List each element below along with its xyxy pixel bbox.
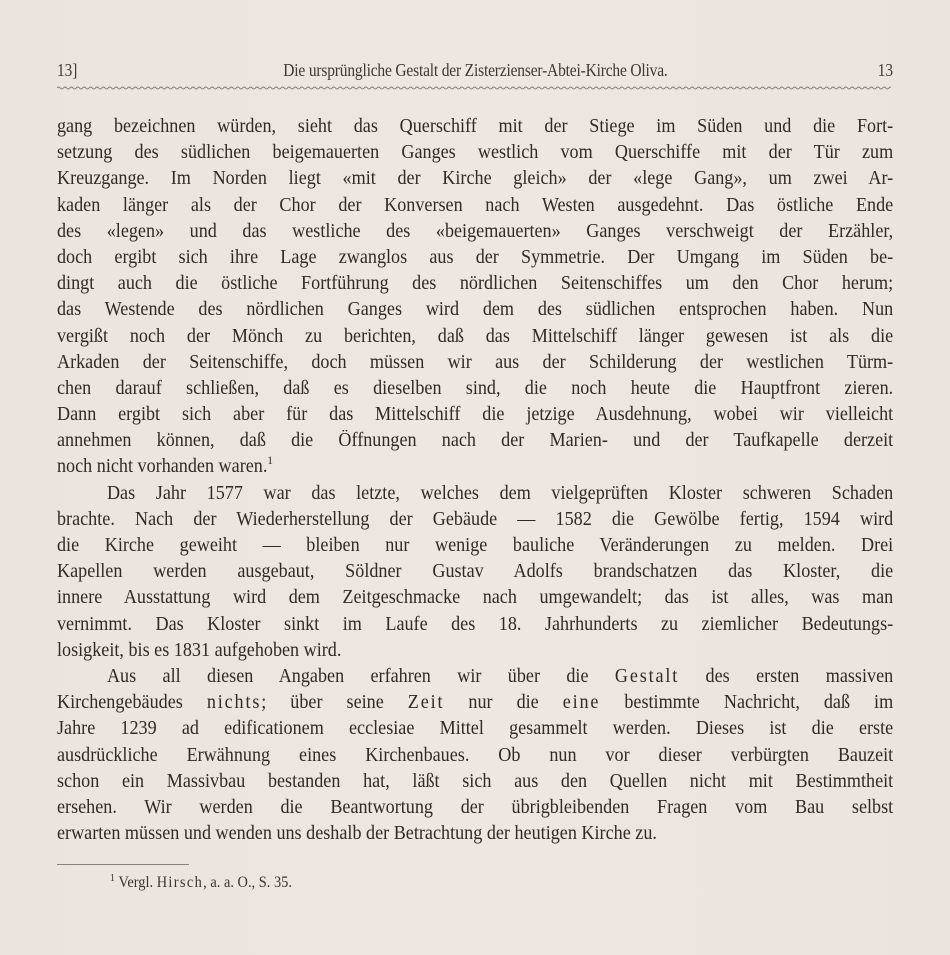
- text-line: erwarten müssen und wenden uns deshalb der Betrachtung der heutigen Kirche zu.: [57, 823, 657, 845]
- emphasized-word: nichts: [206, 692, 262, 714]
- text-line: setzung des südlichen beigemauerten Ganges westlich vom Querschiffe mit der Tür zum: [57, 142, 894, 164]
- wavy-rule-divider: [57, 84, 891, 92]
- text-line: ersehen. Wir werden die Beantwortung der übrigbleibenden Fragen vom Bau selbst: [57, 796, 894, 818]
- text-line-content: noch nicht vorhanden waren.: [57, 456, 268, 478]
- text-segment: bestimmte Nachricht, daß im: [600, 692, 894, 714]
- section-number: 13]: [57, 60, 78, 80]
- paragraph-2: [57, 481, 893, 664]
- text-segment: des ersten massiven: [679, 665, 894, 687]
- text-line: vergißt noch der Mönch zu berichten, daß das Mittelschiff länger gewesen ist als die: [57, 325, 894, 347]
- paragraph-3: [57, 664, 893, 847]
- text-line: Dann ergibt sich aber für das Mittelschiff die jetzige Ausdehnung, wobei wir vielleicht: [57, 404, 894, 426]
- footnote-prefix: Vergl.: [118, 874, 157, 891]
- body-text: [57, 114, 893, 847]
- footnote-author: Hirsch: [156, 874, 204, 891]
- text-line: das Westende des nördlichen Ganges wird dem des südlichen entsprochen haben. Nun: [57, 299, 894, 321]
- text-line: brachte. Nach der Wiederherstellung der Gebäude — 1582 die Gewölbe fertig, 1594 wird: [57, 508, 894, 530]
- text-line: annehmen können, daß die Öffnungen nach der Marien- und der Taufkapelle derzeit: [57, 430, 894, 452]
- emphasized-word: eine: [562, 692, 601, 714]
- footnote-suffix: , a. a. O., S. 35.: [203, 874, 292, 891]
- footnote-separator: [57, 864, 189, 865]
- emphasized-word: Gestalt: [614, 665, 680, 687]
- text-line: Jahre 1239 ad edificationem ecclesiae Mittel gesammelt werden. Dieses ist die erste: [57, 718, 894, 740]
- text-line: dingt auch die östliche Fortführung des nördlichen Seitenschiffes um den Chor herum;: [57, 273, 894, 295]
- text-line: schon ein Massivbau bestanden hat, läßt sich aus den Quellen nicht mit Bestimmtheit: [57, 770, 894, 792]
- text-line: Arkaden der Seitenschiffe, doch müssen wir aus der Schilderung der westlichen Türm-: [57, 351, 894, 373]
- text-line: des «legen» und das westliche des «beigemauerten» Ganges verschweigt der Erzähler,: [57, 220, 894, 242]
- text-line: chen darauf schließen, daß es dieselben sind, die noch heute die Hauptfront zieren.: [57, 377, 894, 399]
- text-line: Kreuzgange. Im Norden liegt «mit der Kirche gleich» der «lege Gang», um zwei Ar-: [57, 168, 894, 190]
- text-line: kaden länger als der Chor der Konversen nach Westen ausgedehnt. Das östliche Ende: [57, 194, 894, 216]
- emphasized-word: Zeit: [407, 692, 445, 714]
- footnote-reference[interactable]: 1: [267, 453, 273, 468]
- text-segment: nur die: [444, 692, 563, 714]
- text-segment: Kirchengebäudes: [57, 692, 207, 714]
- text-line: ausdrückliche Erwähnung eines Kirchenbaues. Ob nun vor dieser verbürgten Bauzeit: [57, 744, 894, 766]
- text-line: Kapellen werden ausgebaut, Söldner Gustav Adolfs brandschatzen das Kloster, die: [57, 561, 894, 583]
- text-line: die Kirche geweiht — bleiben nur wenige bauliche Veränderungen zu melden. Drei: [57, 535, 894, 556]
- running-head: [57, 60, 893, 84]
- footnote-number: 1: [110, 872, 115, 884]
- running-head-title-wrap: [57, 60, 893, 81]
- text-line: Das Jahr 1577 war das letzte, welches dem vielgeprüften Kloster schweren Schaden: [106, 482, 894, 504]
- text-line: doch ergibt sich ihre Lage zwanglos aus der Symmetrie. Der Umgang im Süden be-: [57, 246, 894, 268]
- text-line: innere Ausstattung wird dem Zeitgeschmacke nach umgewandelt; das ist alles, was man: [57, 587, 894, 609]
- text-segment: Aus all diesen Angaben erfahren wir über die: [106, 665, 615, 687]
- text-line: [57, 690, 893, 716]
- text-line: [57, 664, 893, 690]
- text-line: losigkeit, bis es 1831 aufgehoben wird.: [57, 639, 342, 661]
- running-head-title: Die ursprüngliche Gestalt der Zisterzienser-Abtei-Kirche Oliva.: [282, 60, 668, 80]
- footnote: [110, 874, 292, 892]
- text-line: gang bezeichnen würden, sieht das Querschiff mit der Stiege im Süden und die Fort-: [57, 116, 894, 137]
- text-line: [57, 454, 893, 480]
- paragraph-1: [57, 114, 893, 481]
- text-line: vernimmt. Das Kloster sinkt im Laufe des 18. Jahrhunderts zu ziemlicher Bedeutungs-: [57, 613, 894, 635]
- text-segment: ; über seine: [261, 692, 408, 714]
- page-number: 13: [877, 60, 893, 80]
